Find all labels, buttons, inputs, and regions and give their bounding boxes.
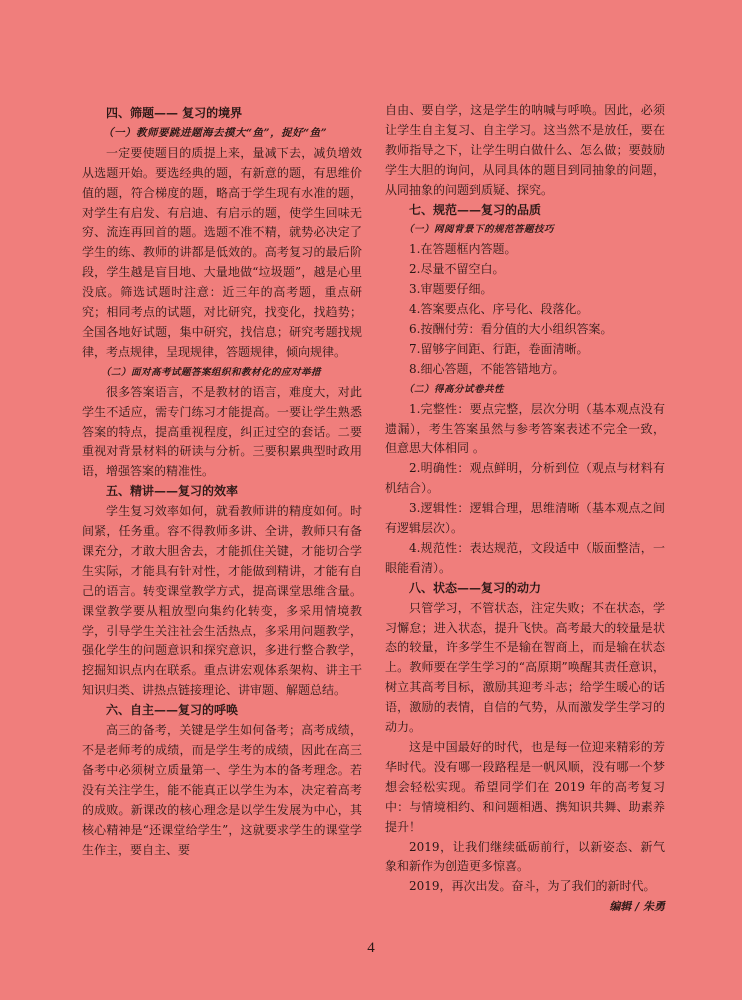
section-7-paragraph-1: 1.完整性：要点完整，层次分明（基本观点没有遗漏），考生答案虽然与参考答案表述不完全一致，但意思大体相同 。 [385,401,665,456]
list-item: 8.细心答题，不能答错地方。 [409,361,565,376]
editor-signature: 编辑 / 朱勇 [609,900,665,914]
section-6-paragraph: 高三的备考，关键是学生如何备考；高考成绩，不是老师考的成绩，而是学生考的成绩，因此在高三备考中必须树立质量第一、学生为本的备考理念。若没有关注学生，能不能真正以学生为本，决定着高考的成败。新课改的核心理念是以学生发展为中心，其核心精神是“还课堂给学生”，这就要求学生的课堂学生作主，要自主、要 [82,723,362,857]
section-7-subheading-1: （一）网阅背景下的规范答题技巧 [404,224,555,236]
section-4-subheading-1: （一）教师要跳进题海去摸大“鱼”，捉好“鱼” [103,126,328,139]
section-6-heading: 六、自主——复习的呼唤 [106,703,239,718]
section-8-heading: 八、状态——复习的动力 [409,580,542,595]
section-6-paragraph-continued: 自由、要自学，这是学生的呐喊与呼唤。因此，必须让学生自主复习、自主学习。这当然不是放任，要在教师指导之下，让学生明白做什么、怎么做；要鼓励学生大胆的询问，从同具体的题目到同抽象的问题，从同抽象的问题到质疑、探究。 [385,103,665,197]
section-7-paragraph-3: 3.逻辑性：逻辑合理，思维清晰（基本观点之间有逻辑层次）。 [385,501,665,536]
section-5-heading: 五、精讲——复习的效率 [106,484,239,499]
page-number: 4 [367,940,375,956]
section-7-paragraph-4: 4.规范性：表达规范，文段适中（版面整洁，一眼能看清）。 [385,540,665,575]
list-item: 4.答案要点化、序号化、段落化。 [409,302,589,317]
section-5-paragraph: 学生复习效率如何，就看教师讲的精度如何。时间紧，任务重。容不得教师多讲、全讲，教师只有备课充分，才敢大胆舍去，才能抓住关键，才能切合学生实际，才能具有针对性，才能做到精讲，才能有自己的语言。转变课堂教学方式，提高课堂思维含量。课堂教学要从粗放型向集约化转变，多采用情境教学，引导学生关注社会生活热点，多采用问题教学，强化学生的问题意识和探究意识，多进行整合教学，挖掘知识点内在联系。重点讲宏观体系架构、讲主干知识归类、讲热点链接理论、讲审题、解题总结。 [82,504,362,698]
list-item: 1.在答题框内答题。 [409,242,517,257]
list-item: 6.按酬付劳：看分值的大小组织答案。 [409,321,613,336]
section-4-subheading-2: （二）面对高考试题答案组织和教材化的应对举措 [101,366,322,378]
list-item: 2.尽量不留空白。 [409,262,505,277]
closing-paragraph-1: 这是中国最好的时代，也是每一位迎来精彩的芳华时代。没有哪一段路程是一帆风顺，没有哪一个梦想会轻松实现。希望同学们在 2019 年的高考复习中：与情境相约、和问题相遇、携知识共舞、助素养提升！ [385,740,665,834]
section-7-paragraph-2: 2.明确性：观点鲜明，分析到位（观点与材料有机结合）。 [385,461,665,496]
closing-paragraph-2: 2019，让我们继续砥砺前行，以新姿态、新气象和新作为创造更多惊喜。 [385,839,665,874]
list-item: 3.审题要仔细。 [409,282,493,297]
section-7-subheading-2: （二）得高分试卷共性 [404,383,505,395]
section-4-heading: 四、筛题—— 复习的境界 [106,106,243,120]
left-column [82,104,362,860]
section-8-paragraph: 只管学习，不管状态，注定失败；不在状态，学习懈怠；进入状态，提升飞快。高考最大的较量是状态的较量，许多学生不是输在智商上，而是输在状态上。教师要在学生学习的“高原期”唤醒其责任意识，树立其高考目标，激励其迎考斗志；给学生暖心的话语，激励的表情，自信的气势，从而激发学生学习的动力。 [385,600,665,735]
list-item: 7.留够字间距、行距，卷面清晰。 [409,341,589,356]
section-4-paragraph-1: 一定要使题目的质提上来，量减下去，减负增效从选题开始。要选经典的题，有新意的题，有思维价值的题，符合梯度的题，略高于学生现有水准的题，对学生有启发、有启迪、有启示的题，使学生回味无穷、流连再回首的题。选题不准不精，就势必决定了学生的练、教师的讲都是低效的。高考复习的最后阶段，学生越是盲目地、大量地做“垃圾题”，越是心里没底。筛选试题时注意：近三年的高考题，重点研究；相同考点的试题，对比研究，找变化，找趋势；全国各地好试题，集中研究，找信息；研究考题找规律，考点规律，呈现规律，答题规律，倾向规律。 [82,145,362,359]
right-column [385,101,665,917]
section-7-heading: 七、规范——复习的品质 [409,202,542,217]
section-4-paragraph-2: 很多答案语言，不是教材的语言，难度大，对此学生不适应，需专门练习才能提高。一要让学生熟悉答案的特点，提高重视程度，纠正过空的套话。二要重视对背景材料的研读与分析。三要积累典型时政用语，增强答案的精准性。 [82,384,362,479]
closing-paragraph-3: 2019，再次出发。奋斗，为了我们的新时代。 [409,879,656,894]
